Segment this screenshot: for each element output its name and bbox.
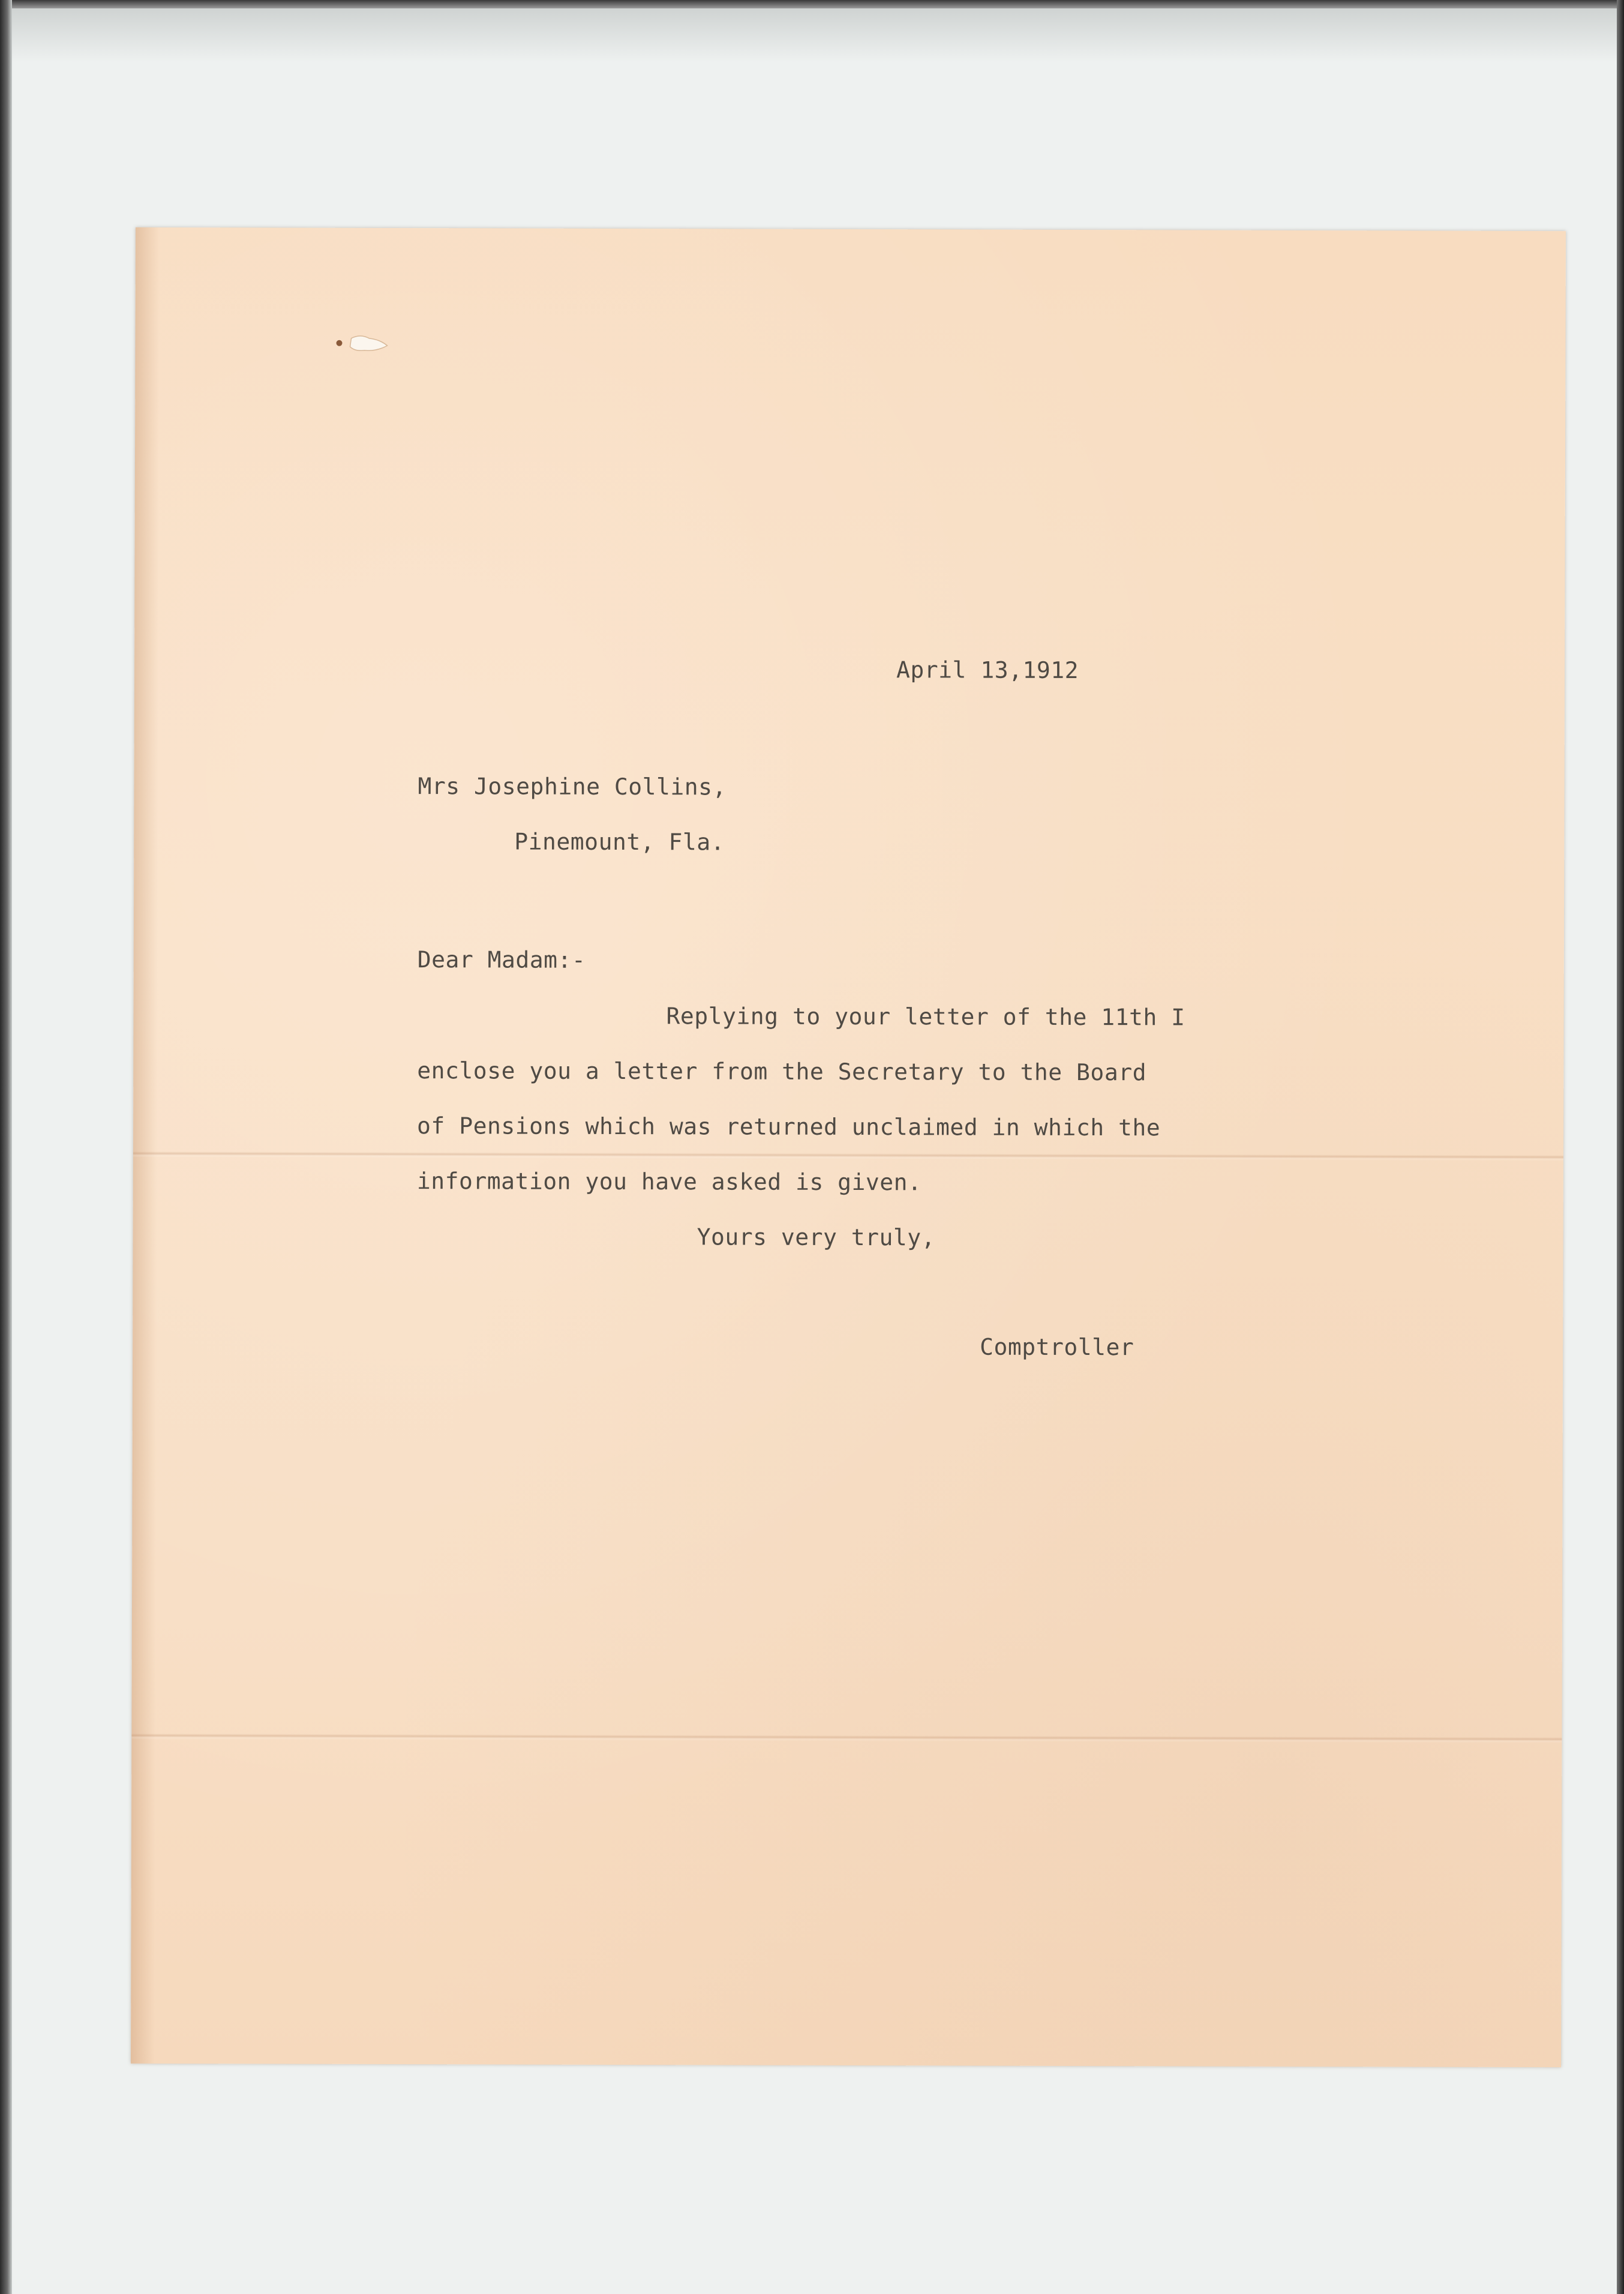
letter-body-line: enclose you a letter from the Secretary to the Board xyxy=(417,1057,1147,1086)
paper-edge-stain xyxy=(131,227,160,2064)
scanner-border-right xyxy=(1617,0,1624,2294)
recipient-address: Pinemount, Fla. xyxy=(514,828,725,856)
letter-salutation: Dear Madam:- xyxy=(417,946,586,973)
letter-date: April 13,1912 xyxy=(896,656,1079,684)
scanner-border-left xyxy=(0,0,12,2294)
letter-paper xyxy=(131,227,1566,2067)
paper-tear-mark xyxy=(333,330,393,360)
letter-body-line: information you have asked is given. xyxy=(416,1168,922,1196)
paper-fold-line xyxy=(131,1734,1562,1743)
letter-body-line: Replying to your letter of the 11th I xyxy=(666,1003,1185,1031)
scanner-border-top xyxy=(0,0,1624,8)
recipient-name: Mrs Josephine Collins, xyxy=(418,773,727,800)
scanner-shadow xyxy=(12,8,1617,62)
paper-fold-line xyxy=(133,1152,1563,1161)
letter-body-line: of Pensions which was returned unclaimed in which the xyxy=(417,1112,1161,1141)
signature-title: Comptroller xyxy=(980,1333,1134,1361)
letter-closing: Yours very truly, xyxy=(697,1224,936,1251)
